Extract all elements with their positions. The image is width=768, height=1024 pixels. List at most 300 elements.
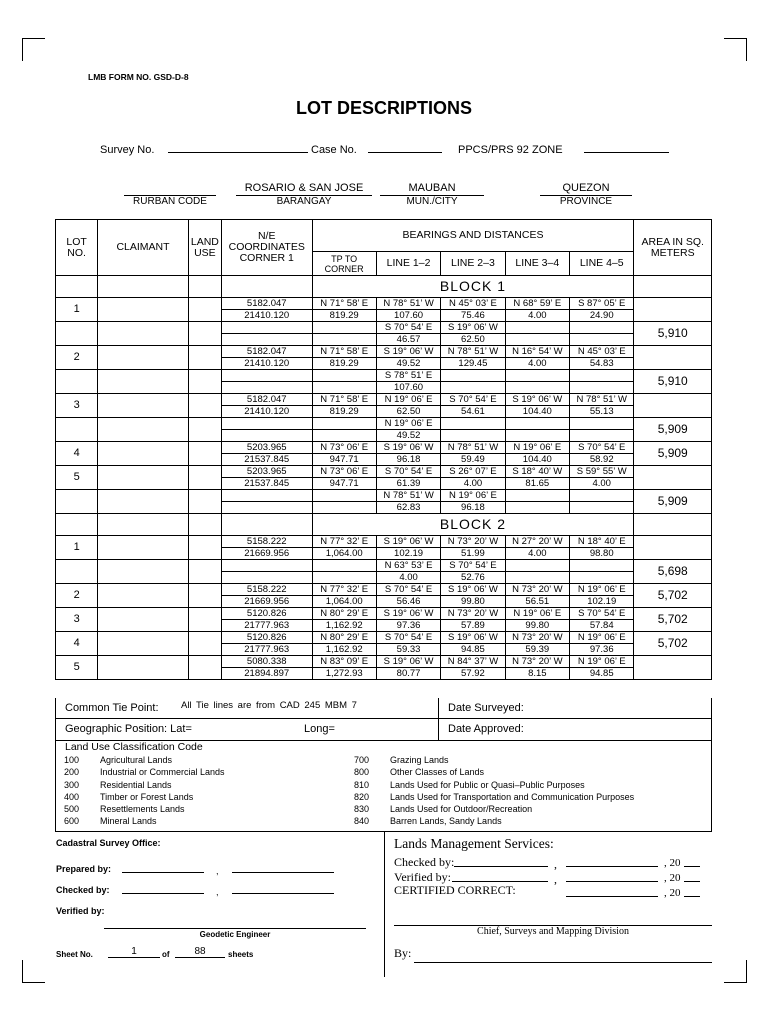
land-use-cell[interactable] [188,370,221,394]
land-use-cell[interactable] [188,632,221,656]
land-use-code: 830 [354,804,370,815]
bearing-cell-bottom: 62.83 [396,502,421,513]
area-cell [634,394,712,418]
bearing-cell-top: S 70° 54’ E [441,394,504,406]
bearing-cell-wrap [313,429,376,430]
bearing-cell-top: N 84° 37’ W [441,656,504,668]
land-use-cell[interactable] [188,322,221,346]
bearing-cell-bottom: 947.71 [329,454,359,465]
bearing-cell-top: S 19° 06’ W [506,394,569,406]
coordinates-cell [221,370,312,394]
land-use-desc: Residential Lands [100,779,172,790]
bearing-cell [376,370,440,394]
bearing-cell-top: N 78° 51’ W [377,298,440,310]
bearing-cell-top: N 78° 51’ W [441,346,504,358]
barangay-value: ROSARIO & SAN JOSE [244,182,364,194]
sheet-no-field[interactable] [108,957,160,958]
bearing-cell-top: N 19° 06’ E [570,584,633,596]
coordinates-cell-wrap [222,442,312,465]
bearing-cell [441,560,505,584]
land-use-cell[interactable] [188,418,221,442]
bearing-cell [570,298,634,322]
bearing-cell [376,608,440,632]
bearing-cell [570,370,634,394]
bearing-cell-bottom: 62.50 [396,406,421,417]
bearing-cell-top: N 71° 58’ E [313,394,376,406]
rurban-code-label: RURBAN CODE [133,196,207,207]
land-use-desc: Agricultural Lands [100,755,173,765]
land-use-cell[interactable] [188,298,221,322]
bearing-cell [441,466,505,490]
bearing-cell-wrap [377,560,440,583]
lms-verified-date-field[interactable] [566,881,658,882]
bearing-cell-bottom: 51.99 [461,548,485,559]
checked-comma: , [216,887,219,897]
sheet-no-label: Sheet No. [56,950,93,959]
coordinates-cell-wrap [222,608,312,631]
bearing-cell-top: N 73° 20’ W [506,656,569,668]
land-use-right [354,755,634,829]
bearing-cell [570,632,634,656]
area-cell [634,346,712,370]
coordinates-cell-wrap [222,333,312,334]
claimant-cell[interactable] [98,632,189,656]
header-land-use: LAND USE [188,220,221,276]
bearing-cell-top: N 73° 20’ W [441,536,504,548]
lot-table [55,219,712,680]
land-use-title: Land Use Classification Code [65,741,203,753]
bearing-cell-wrap [506,608,569,631]
bearing-cell-wrap [441,381,504,382]
block-empty-cell [98,276,189,298]
bearing-cell-top: N 73° 20’ W [441,608,504,620]
bearing-cell-bottom: 56.51 [525,596,550,607]
bearing-cell-wrap [441,560,504,583]
lot-number [56,560,98,584]
bearing-cell-top: S 19° 06’ W [441,632,504,644]
prepared-by-field[interactable] [122,872,204,873]
land-use-cell[interactable] [188,394,221,418]
coordinates-cell-top: 5120.826 [222,632,312,644]
area-cell: 5,910 [634,322,712,346]
bearing-cell-top [570,333,633,334]
bearing-cell [505,656,569,680]
bearing-cell-wrap [377,322,440,345]
coordinates-cell [221,608,312,632]
survey-no-field[interactable] [168,152,308,153]
checked-date-field[interactable] [232,893,334,894]
coordinates-cell-bottom: 21410.120 [244,358,290,369]
coordinates-cell-top [222,571,312,572]
bearing-cell-bottom: 58.92 [589,454,614,465]
bearing-cell-bottom: 99.80 [461,596,485,607]
land-use-cell[interactable] [188,490,221,514]
coordinates-cell-top [222,501,312,502]
bearing-cell-bottom: 94.85 [461,644,485,655]
by-field[interactable] [414,962,712,963]
bearing-cell-top: S 87° 05’ E [570,298,633,310]
of-field[interactable] [175,957,225,958]
bearing-cell-bottom: 75.46 [461,310,485,321]
bearing-cell-top [441,429,504,430]
bearing-cell-bottom: 1,162.92 [325,644,363,655]
bearing-cell [312,442,376,466]
bearing-cell-wrap [313,632,376,655]
lot-number: 5 [56,656,98,680]
bearing-cell-wrap [313,536,376,559]
prepared-comma: , [216,866,219,876]
land-use-cell[interactable] [188,560,221,584]
coordinates-cell-top: 5120.826 [222,608,312,620]
coordinates-cell [221,536,312,560]
bearing-cell [505,418,569,442]
bearing-cell-bottom: 49.52 [396,430,421,441]
bearing-cell-wrap [377,608,440,631]
lands-management-services-label: Lands Management Services: [394,836,554,851]
coordinates-cell [221,490,312,514]
land-use-cell[interactable] [188,346,221,370]
coordinates-cell-top: 5158.222 [222,536,312,548]
claimant-cell[interactable] [98,656,189,680]
land-use-cell[interactable] [188,536,221,560]
lot-number: 3 [56,608,98,632]
bearing-cell-top [313,429,376,430]
page-title: LOT DESCRIPTIONS [295,98,472,118]
land-use-cell[interactable] [188,466,221,490]
table-row [56,608,712,632]
coordinates-cell-wrap [222,381,312,382]
bearing-cell [441,418,505,442]
lms-checked-year: , 20 [664,857,681,869]
checked-by-field[interactable] [122,893,204,894]
bearing-cell-top [313,501,376,502]
bearing-cell-top: N 19° 06’ E [377,418,440,430]
bearing-cell-bottom: 94.85 [589,668,614,679]
bearing-cell [312,490,376,514]
header-line-1-2: LINE 1–2 [376,252,440,276]
land-use-cell[interactable] [188,656,221,680]
coordinates-cell [221,322,312,346]
tie-divider-h [56,718,711,719]
geo-position-label: Geographic Position: Lat= [65,723,192,735]
coordinates-cell-top: 5158.222 [222,584,312,596]
bearing-cell-wrap [570,584,633,607]
lot-number: 3 [56,394,98,418]
coordinates-cell-top [222,429,312,430]
verified-by-label: Verified by: [56,906,105,916]
table-row [56,442,712,466]
lot-number [56,418,98,442]
area-cell [634,298,712,322]
prepared-date-field[interactable] [232,872,334,873]
claimant-cell[interactable] [98,608,189,632]
bearing-cell-wrap [506,381,569,382]
case-no-field[interactable] [368,152,442,153]
coordinates-cell [221,466,312,490]
certified-date-field[interactable] [566,896,658,897]
table-row [56,490,712,514]
land-use-cell[interactable] [188,584,221,608]
lot-number: 2 [56,346,98,370]
claimant-cell[interactable] [98,298,189,322]
lms-checked-by-field[interactable] [454,866,548,867]
geodetic-engineer-line[interactable] [104,928,366,929]
bearing-cell-bottom: 97.36 [396,620,421,631]
geodetic-engineer-label: Geodetic Engineer [199,930,271,939]
bearing-cell-bottom: 54.83 [589,358,614,369]
header-coordinates: N/E COORDINATES CORNER 1 [221,220,312,276]
bearing-cell [441,536,505,560]
bearing-cell [570,608,634,632]
bearing-cell-wrap [441,322,504,345]
header-line-3-4: LINE 3–4 [505,252,569,276]
claimant-cell[interactable] [98,322,189,346]
bearing-cell-wrap [506,536,569,559]
province-value: QUEZON [562,182,610,194]
bearing-cell-top: S 19° 06’ W [441,322,504,334]
bearing-cell-top: S 19° 06’ W [377,656,440,668]
bearing-cell-top: S 70° 54’ E [377,322,440,334]
certified-year-field[interactable] [684,896,700,897]
bearing-cell-top [570,501,633,502]
bearing-cell-top [506,571,569,572]
bearing-cell-wrap [506,333,569,334]
bearing-cell-wrap [313,394,376,417]
bearing-cell-wrap [313,571,376,572]
bearing-cell-wrap [377,490,440,513]
bearing-cell [441,370,505,394]
table-row [56,298,712,322]
bearing-cell-bottom: 4.00 [528,358,547,369]
lms-verified-by-field[interactable] [452,881,548,882]
land-use-item [354,792,634,804]
bearing-cell-bottom: 61.39 [396,478,421,489]
land-use-section [55,741,712,832]
bearing-cell-top: S 70° 54’ E [377,584,440,596]
bearing-cell-wrap [313,608,376,631]
bearing-cell-bottom: 8.15 [528,668,547,679]
bearing-cell-bottom: 57.89 [461,620,485,631]
bearing-cell [376,490,440,514]
bearing-cell-top: N 19° 06’ E [506,442,569,454]
bearing-cell-wrap [570,442,633,465]
coordinates-cell-top: 5182.047 [222,298,312,310]
bearing-cell [376,466,440,490]
bearing-cell-wrap [377,394,440,417]
bearing-cell-top: N 19° 06’ E [570,656,633,668]
long-label: Long= [304,723,335,735]
lms-verified-by-label: Verified by: [394,870,451,884]
bearing-cell [376,584,440,608]
bearing-cell-top: S 26° 07’ E [441,466,504,478]
coordinates-cell [221,298,312,322]
bearing-cell-top: S 59° 55’ W [570,466,633,478]
coordinates-cell [221,418,312,442]
bearing-cell [312,346,376,370]
lot-number: 4 [56,632,98,656]
bearing-cell-bottom: 819.29 [329,358,359,369]
bearing-cell-bottom: 102.19 [587,596,617,607]
block-empty-cell [188,276,221,298]
land-use-item [354,767,634,779]
claimant-cell[interactable] [98,442,189,466]
bearing-cell-wrap [377,418,440,441]
land-use-item [64,767,225,779]
bearing-cell-wrap [441,584,504,607]
bearing-cell-wrap [506,394,569,417]
bearing-cell-bottom: 62.50 [461,334,485,345]
coordinates-cell-wrap [222,346,312,369]
bearing-cell-top: N 19° 06’ E [506,608,569,620]
lms-checked-by-label: Checked by: [394,855,455,869]
land-use-cell[interactable] [188,442,221,466]
area-cell: 5,698 [634,560,712,584]
land-use-item [64,755,225,767]
bearing-cell-wrap [570,608,633,631]
land-use-cell[interactable] [188,608,221,632]
bearing-cell-top: N 80° 29’ E [313,632,376,644]
bearing-cell-bottom: 819.29 [329,310,359,321]
bearing-cell-top: N 78° 51’ W [570,394,633,406]
bearing-cell-wrap [441,298,504,321]
bearing-cell-bottom: 49.52 [396,358,421,369]
bearing-cell [376,560,440,584]
bearing-cell-wrap [377,442,440,465]
bearing-cell-bottom: 57.84 [589,620,614,631]
bearing-cell-top: S 19° 06’ W [377,536,440,548]
zone-field[interactable] [584,152,669,153]
bearing-cell-wrap [441,442,504,465]
land-use-desc: Barren Lands, Sandy Lands [390,816,502,827]
claimant-cell[interactable] [98,560,189,584]
bearing-cell [376,442,440,466]
area-cell: 5,909 [634,490,712,514]
bearing-cell [505,536,569,560]
bearing-cell-top [506,429,569,430]
land-use-left [64,755,225,829]
lot-number [56,490,98,514]
bearing-cell-wrap [441,608,504,631]
lms-verified-year-field[interactable] [684,881,700,882]
table-row [56,656,712,680]
bearing-cell [312,536,376,560]
land-use-item [354,780,634,792]
crop-mark-br [724,960,747,983]
bearing-cell-wrap [570,381,633,382]
lot-number: 1 [56,298,98,322]
date-approved-label: Date Approved: [448,723,524,735]
lms-checked-comma: , [554,857,557,871]
header-line-4-5: LINE 4–5 [570,252,634,276]
bearing-cell-top [570,381,633,382]
bearing-cell-top: N 73° 06’ E [313,442,376,454]
table-row [56,632,712,656]
bearing-cell-bottom: 96.18 [396,454,421,465]
claimant-cell[interactable] [98,584,189,608]
bearing-cell-bottom: 59.49 [461,454,485,465]
bearing-cell-wrap [570,571,633,572]
land-use-desc: Lands Used for Outdoor/Recreation [390,804,533,815]
block-empty-cell [634,514,712,536]
block-label: BLOCK 2 [312,514,634,536]
header-tp: TP TO CORNER [312,252,376,276]
bearing-cell-bottom: 107.60 [394,310,424,321]
claimant-cell[interactable] [98,394,189,418]
bearing-cell [570,418,634,442]
bearing-cell-wrap [570,632,633,655]
bearing-cell-bottom: 99.80 [525,620,550,631]
land-use-code: 700 [354,755,370,765]
coordinates-cell-bottom: 21777.963 [244,644,290,655]
claimant-cell[interactable] [98,490,189,514]
bearing-cell-wrap [506,298,569,321]
lms-checked-date-field[interactable] [566,866,658,867]
land-use-code: 200 [64,767,80,778]
bearing-cell-wrap [570,394,633,417]
bearing-cell [376,536,440,560]
coordinates-cell-bottom: 21537.845 [244,478,290,489]
bearing-cell-bottom: 4.00 [463,478,483,489]
bearing-cell-top: S 70° 54’ E [441,560,504,572]
bearing-cell-bottom: 819.29 [329,406,359,417]
bearing-cell-wrap [441,536,504,559]
crop-mark-tl [22,38,45,61]
bearing-cell [570,490,634,514]
bearing-cell [312,656,376,680]
bearing-cell [312,298,376,322]
lot-number: 4 [56,442,98,466]
bearing-cell-top: N 19° 06’ E [377,394,440,406]
claimant-cell[interactable] [98,370,189,394]
bearing-cell-top: N 71° 58’ E [313,346,376,358]
claimant-cell[interactable] [98,466,189,490]
bearing-cell-wrap [570,656,633,679]
form-number: LMB FORM NO. GSD-D-8 [88,72,189,82]
table-row [56,346,712,370]
bearing-cell-bottom: 46.57 [396,334,421,345]
bearing-cell-top: N 27° 20’ W [506,536,569,548]
bearing-cell [312,608,376,632]
claimant-cell[interactable] [98,418,189,442]
claimant-cell[interactable] [98,346,189,370]
bearing-cell-top: N 73° 20’ W [506,632,569,644]
bearing-cell-wrap [570,298,633,321]
area-cell: 5,909 [634,442,712,466]
bearing-cell-top: S 70° 54’ E [377,466,440,478]
bearing-cell-top: N 68° 59’ E [506,298,569,310]
coordinates-cell [221,560,312,584]
bearing-cell [505,322,569,346]
lms-verified-year: , 20 [664,872,681,884]
bearing-cell-bottom: 4.00 [399,572,418,583]
bearing-cell-top: S 19° 06’ W [377,442,440,454]
bearing-cell-bottom: 54.61 [461,406,485,417]
land-use-code: 400 [64,791,80,802]
bearing-cell-wrap [441,490,504,513]
claimant-cell[interactable] [98,536,189,560]
coordinates-cell-bottom: 21410.120 [244,310,290,321]
land-use-desc: Resettlements Lands [100,804,185,815]
bearing-cell [441,656,505,680]
coordinates-cell-top [222,333,312,334]
lms-checked-year-field[interactable] [684,866,700,867]
lot-number [56,370,98,394]
bearing-cell [570,346,634,370]
bearing-cell-top [313,333,376,334]
bearing-cell-wrap [313,501,376,502]
bearing-cell [441,608,505,632]
bearing-cell-wrap [313,333,376,334]
